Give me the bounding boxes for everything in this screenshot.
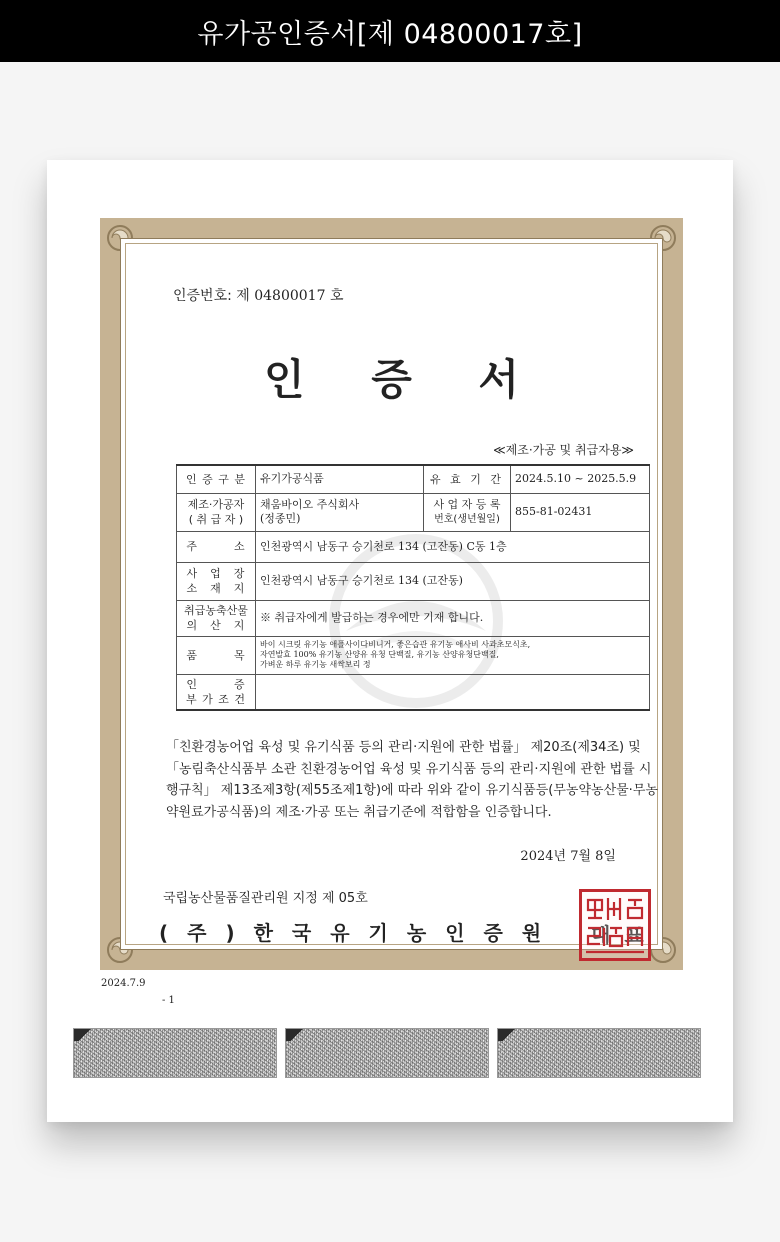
certificate-title: 인 증 서 — [264, 355, 545, 404]
origin-label — [177, 600, 256, 636]
conditions-label — [177, 674, 256, 710]
bizno-label-line1: 사 업 자 등 록 — [433, 498, 501, 511]
certificate-document — [47, 160, 733, 1122]
security-barcode — [73, 1028, 277, 1078]
manufacturer-value — [256, 493, 424, 531]
products-label: 품 목 — [177, 636, 256, 674]
footer-date: 2024.7.9 — [101, 978, 146, 989]
products-line1: 바이 시크릿 유기농 애플사이다비니거, 좋은습관 유기농 애사비 사과초모식초, — [260, 640, 531, 649]
products-value — [256, 636, 650, 674]
certification-statement: 「친환경농어업 육성 및 유기식품 등의 관리·지원에 관한 법률」 제20조(제34조) 및 「농림축산식품부 소관 친환경농어업 육성 및 유기식품 등의 관리·지원에 관한 법률 시행규칙」 제13조제3항(제55조제1항)에 따라 위와 같이 유기식품등(무농약농산물·무농약원료가공식품)의 제조·가공 또는 취급기준에 적합함을 인증합니다. — [166, 740, 658, 820]
conditions-label-line2: 부 가 조 건 — [186, 692, 246, 706]
site-label-line1: 사 업 장 — [186, 567, 246, 580]
official-seal-stamp — [579, 889, 651, 961]
origin-label-line1: 취급농축산물 — [184, 604, 248, 617]
products-line2: 자연발효 100% 유기농 산양유 유청 단백질, 유기농 산양유청단백질, — [260, 650, 499, 659]
table-row — [177, 600, 650, 636]
page-title: 유가공인증서[제 04800017호] — [197, 18, 583, 50]
certificate-number-label: 인증번호: — [173, 288, 237, 304]
manufacturer-label-line2: ( 취 급 자 ) — [188, 513, 244, 526]
bizno-label-line2: 번호(생년월일) — [434, 514, 500, 525]
seal-pattern-icon — [582, 892, 648, 958]
certificate-number — [173, 285, 343, 305]
category-label: 인 증 구 분 — [177, 465, 256, 493]
certificate-body — [120, 238, 663, 950]
period-label: 유 효 기 간 — [424, 465, 511, 493]
certificate-info-table — [176, 464, 650, 711]
conditions-value — [256, 674, 650, 710]
bizno-label — [424, 493, 511, 531]
conditions-label-line1: 인 증 — [186, 677, 246, 691]
manufacturer-rep: (정종민) — [260, 512, 301, 525]
table-row — [177, 562, 650, 600]
issue-date: 2024년 7월 8일 — [520, 849, 616, 864]
origin-label-line2: 의 산 지 — [186, 619, 246, 632]
designation-text: 국립농산물품질관리원 지정 제 05호 — [163, 891, 368, 906]
table-row — [177, 531, 650, 562]
security-barcode — [497, 1028, 701, 1078]
table-row — [177, 465, 650, 493]
origin-value: ※ 취급자에게 발급하는 경우에만 기재 합니다. — [256, 600, 650, 636]
address-label: 주 소 — [177, 531, 256, 562]
table-row — [177, 674, 650, 710]
security-barcode — [285, 1028, 489, 1078]
bizno-value: 855-81-02431 — [511, 493, 650, 531]
page-header-bar — [0, 0, 780, 62]
category-value: 유기가공식품 — [256, 465, 424, 493]
footer-page-number: - 1 — [162, 995, 175, 1006]
certificate-border-frame — [100, 218, 683, 970]
site-label — [177, 562, 256, 600]
table-row — [177, 636, 650, 674]
representative-title: 대표 — [591, 923, 658, 947]
site-label-line2: 소 재 지 — [186, 582, 246, 595]
manufacturer-name: 채움바이오 주식회사 — [260, 498, 360, 511]
certificate-type: ≪제조·가공 및 취급자용≫ — [493, 443, 634, 457]
site-value: 인천광역시 남동구 승기천로 134 (고잔동) — [256, 562, 650, 600]
table-row — [177, 493, 650, 531]
issuer-name: (주)한국유기농인증원 — [159, 921, 561, 945]
address-value: 인천광역시 남동구 승기천로 134 (고잔동) C동 1층 — [256, 531, 650, 562]
products-line3: 가벼운 하루 유기농 새싹보리 정 — [260, 660, 371, 669]
period-value: 2024.5.10 ~ 2025.5.9 — [511, 465, 650, 493]
manufacturer-label — [177, 493, 256, 531]
certificate-number-value: 제 04800017 호 — [236, 288, 344, 304]
manufacturer-label-line1: 제조·가공자 — [187, 498, 245, 511]
